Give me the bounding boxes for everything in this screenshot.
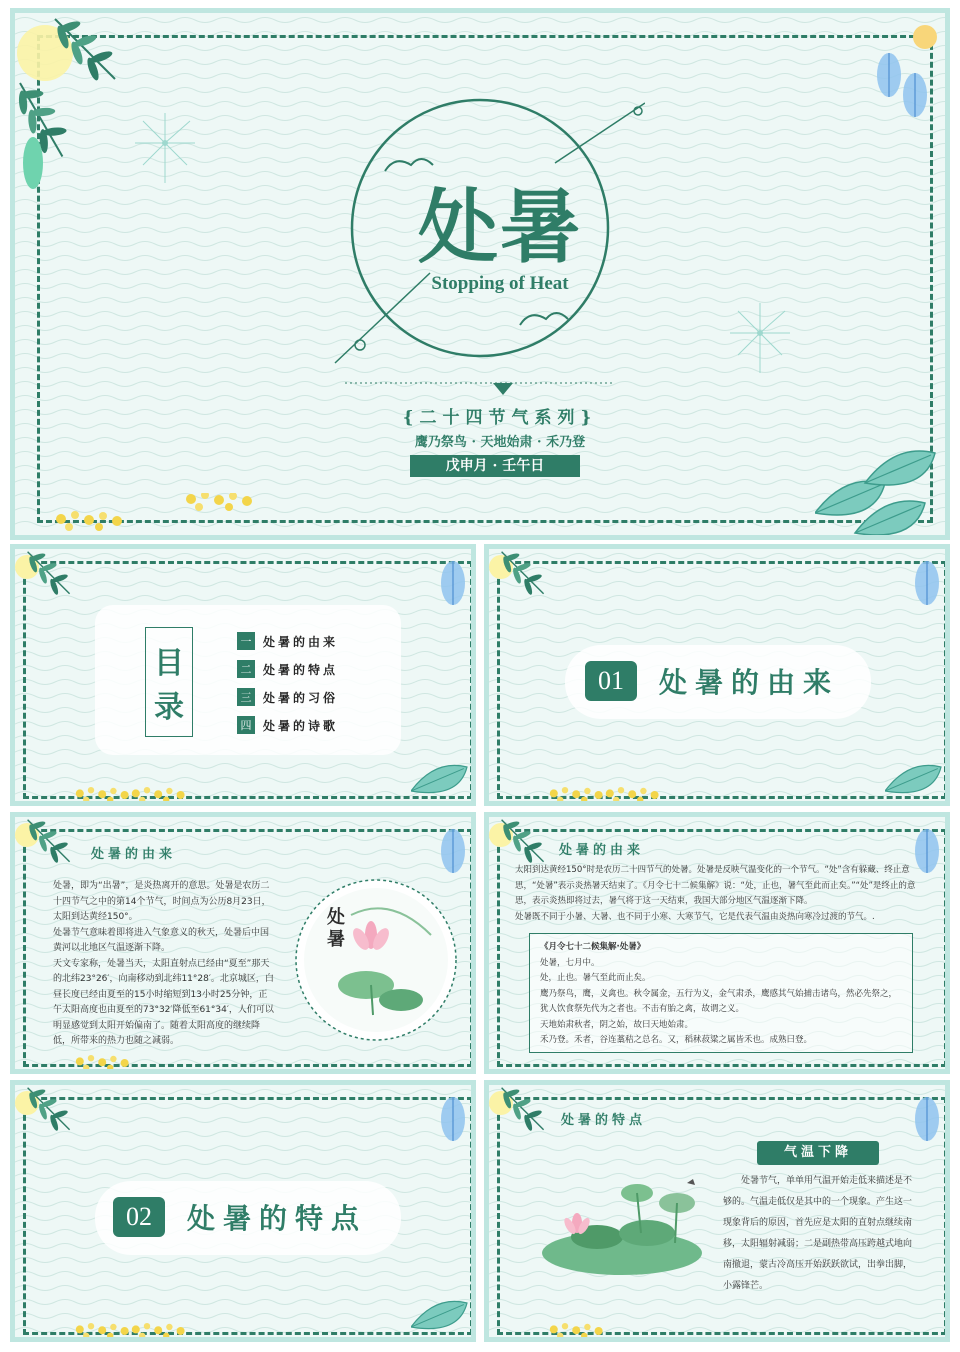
toc-item-number: 二: [237, 660, 255, 678]
quote-box: [529, 933, 913, 1053]
section-number: 02: [113, 1197, 165, 1237]
dandelion-icon: [730, 303, 800, 383]
toc-slide: [10, 544, 476, 806]
paragraph: 处暑既不同于小暑、大暑、也不同于小寒、大寒节气，它是代表气温由炎热向寒冷过渡的节气。.: [515, 911, 875, 922]
toc-item-number: 三: [237, 688, 255, 706]
toc-item[interactable]: [237, 711, 338, 739]
toc-item-label: 处暑的诗歌: [263, 718, 339, 733]
quote-text: [540, 940, 902, 1049]
big-leaf-icon: [411, 759, 476, 806]
big-leaf-icon: [411, 1295, 476, 1342]
leaf-decoration-icon: [489, 549, 559, 639]
yellow-flowers-icon: [75, 1055, 215, 1074]
origin-slide-a: [10, 812, 476, 1074]
toc-title-box: [145, 627, 193, 737]
blue-feather-icon: [855, 23, 950, 133]
paragraph: 处暑，即为“出暑”，是炎热离开的意思。处暑是农历二十四节气之中的第14个节气，时间点为公历8月23日，太阳到达黄经150°。: [53, 881, 271, 922]
toc-item-number: 一: [237, 632, 255, 650]
slide-title: 处暑的特点: [561, 1113, 647, 1128]
section-01-slide: [484, 544, 950, 806]
toc-item[interactable]: [237, 683, 338, 711]
toc-title-char: 录: [154, 690, 184, 725]
blue-feather-icon: [433, 555, 473, 611]
lotus-circle-image: [291, 875, 461, 1045]
cover-slide: [10, 8, 950, 540]
date-badge: 戊申月 · 壬午日: [410, 455, 580, 477]
leaf-decoration-icon: [489, 1085, 559, 1175]
phenology-text: 鹰乃祭鸟 · 天地始肃 · 禾乃登: [414, 435, 586, 450]
leaf-decoration-icon: [15, 549, 85, 639]
quote-line: 天地始肃秋者，阴之始，故曰天地始肃。: [540, 1019, 694, 1030]
lotus-pond-image: [537, 1173, 707, 1283]
quote-line: 处暑，七月中。: [540, 957, 600, 968]
blue-feather-icon: [433, 823, 473, 879]
toc-item-number: 四: [237, 716, 255, 734]
dandelion-icon: [135, 113, 205, 193]
toc-item[interactable]: [237, 655, 338, 683]
big-leaf-icon: [885, 759, 950, 806]
origin-slide-b: [484, 812, 950, 1074]
feature-text: 处暑节气，单单用气温开始走低来描述是不够的。气温走低仅是其中的一个现象。产生这一现象背后的原因，首先应是太阳的直射点继续南移，太阳辐射减弱；二是副热带高压跨越式地向南撤退，蒙古冷高压开始跃跃欲试，出拳出脚，小露锋芒。: [723, 1176, 913, 1291]
paragraph: 太阳到达黄经150°时是农历二十四节气的处暑。处暑是反映气温变化的一个节气。“处”含有躲藏、终止意思，“处暑”表示炎热暑天结束了。《月令七十二候集解》说：“处，止也，暑气至此而止矣。”“处”是终止的意思，表示炎热即将过去，暑气将于这一天结束，我国大部分地区气温逐渐下降。: [515, 865, 916, 906]
series-label: {二十四节气系列}: [402, 408, 598, 428]
quote-title: 《月令七十二候集解·处暑》: [540, 942, 646, 952]
toc-item[interactable]: [237, 627, 338, 655]
leaf-decoration-icon: [15, 1085, 85, 1175]
section-heading: 处暑的由来: [659, 666, 840, 699]
section-02-slide: [10, 1080, 476, 1342]
quote-line: 鹰乃祭鸟，鹰，义禽也。秋令属金，五行为义，金气肃杀，鹰感其气始捕击诸鸟，然必先祭之，: [540, 988, 898, 999]
feature-slide: [484, 1080, 950, 1342]
cover-subtitle-en: Stopping of Heat: [431, 273, 569, 294]
quote-line: 处，止也。暑气至此而止矣。: [540, 973, 651, 983]
feature-badge: 气温下降: [757, 1141, 879, 1165]
blue-feather-icon: [433, 1091, 473, 1147]
paragraph: 处暑节气意味着即将进入气象意义的秋天，处暑后中国黄河以北地区气温逐渐下降。: [53, 927, 270, 953]
section-number: 01: [585, 661, 637, 701]
yellow-flowers-icon: [549, 787, 689, 806]
origin-body-text: [53, 879, 275, 1050]
slide-title: 处暑的由来: [559, 843, 645, 858]
yellow-flowers-icon: [549, 1323, 689, 1342]
quote-line: 禾乃登。禾者，谷连藁秸之总名。又，稻秫菽粱之属皆禾也。成熟曰登。: [540, 1035, 813, 1045]
lotus-circle-label: 处暑: [327, 907, 345, 950]
paragraph: 天文专家称，处暑当天，太阳直射点已经由“夏至”那天的北纬23°26′，向南移动到北纬11°28′。北京城区，白昼长度已经由夏至的15小时缩短到13小时25分钟，正午太阳高度也由夏至的73°32′降低至61°34′，人们可以明显感觉到太阳开始偏南了。随着太阳高度的继续降低，所带来的热力也随之减弱。: [53, 958, 274, 1046]
quote-line: 犹人饮食祭先代为之者也。不击有胎之禽，故谓之义。: [540, 1004, 745, 1014]
cover-title: 处暑: [418, 180, 582, 274]
toc-item-label: 处暑的习俗: [263, 690, 339, 705]
toc-item-label: 处暑的特点: [263, 662, 339, 677]
blue-feather-icon: [907, 1091, 947, 1147]
yellow-flowers-icon: [55, 493, 295, 538]
blue-feather-icon: [907, 555, 947, 611]
slide-title: 处暑的由来: [91, 847, 177, 862]
leaf-decoration-icon: [15, 13, 155, 203]
toc-item-label: 处暑的由来: [263, 634, 339, 649]
section-heading: 处暑的特点: [187, 1202, 368, 1235]
toc-title-char: 目: [154, 646, 184, 681]
yellow-flowers-icon: [75, 787, 215, 806]
big-leaf-icon: [815, 443, 945, 540]
origin-intro-text: [515, 863, 927, 925]
yellow-flowers-icon: [75, 1323, 215, 1342]
toc-list: [237, 627, 338, 739]
